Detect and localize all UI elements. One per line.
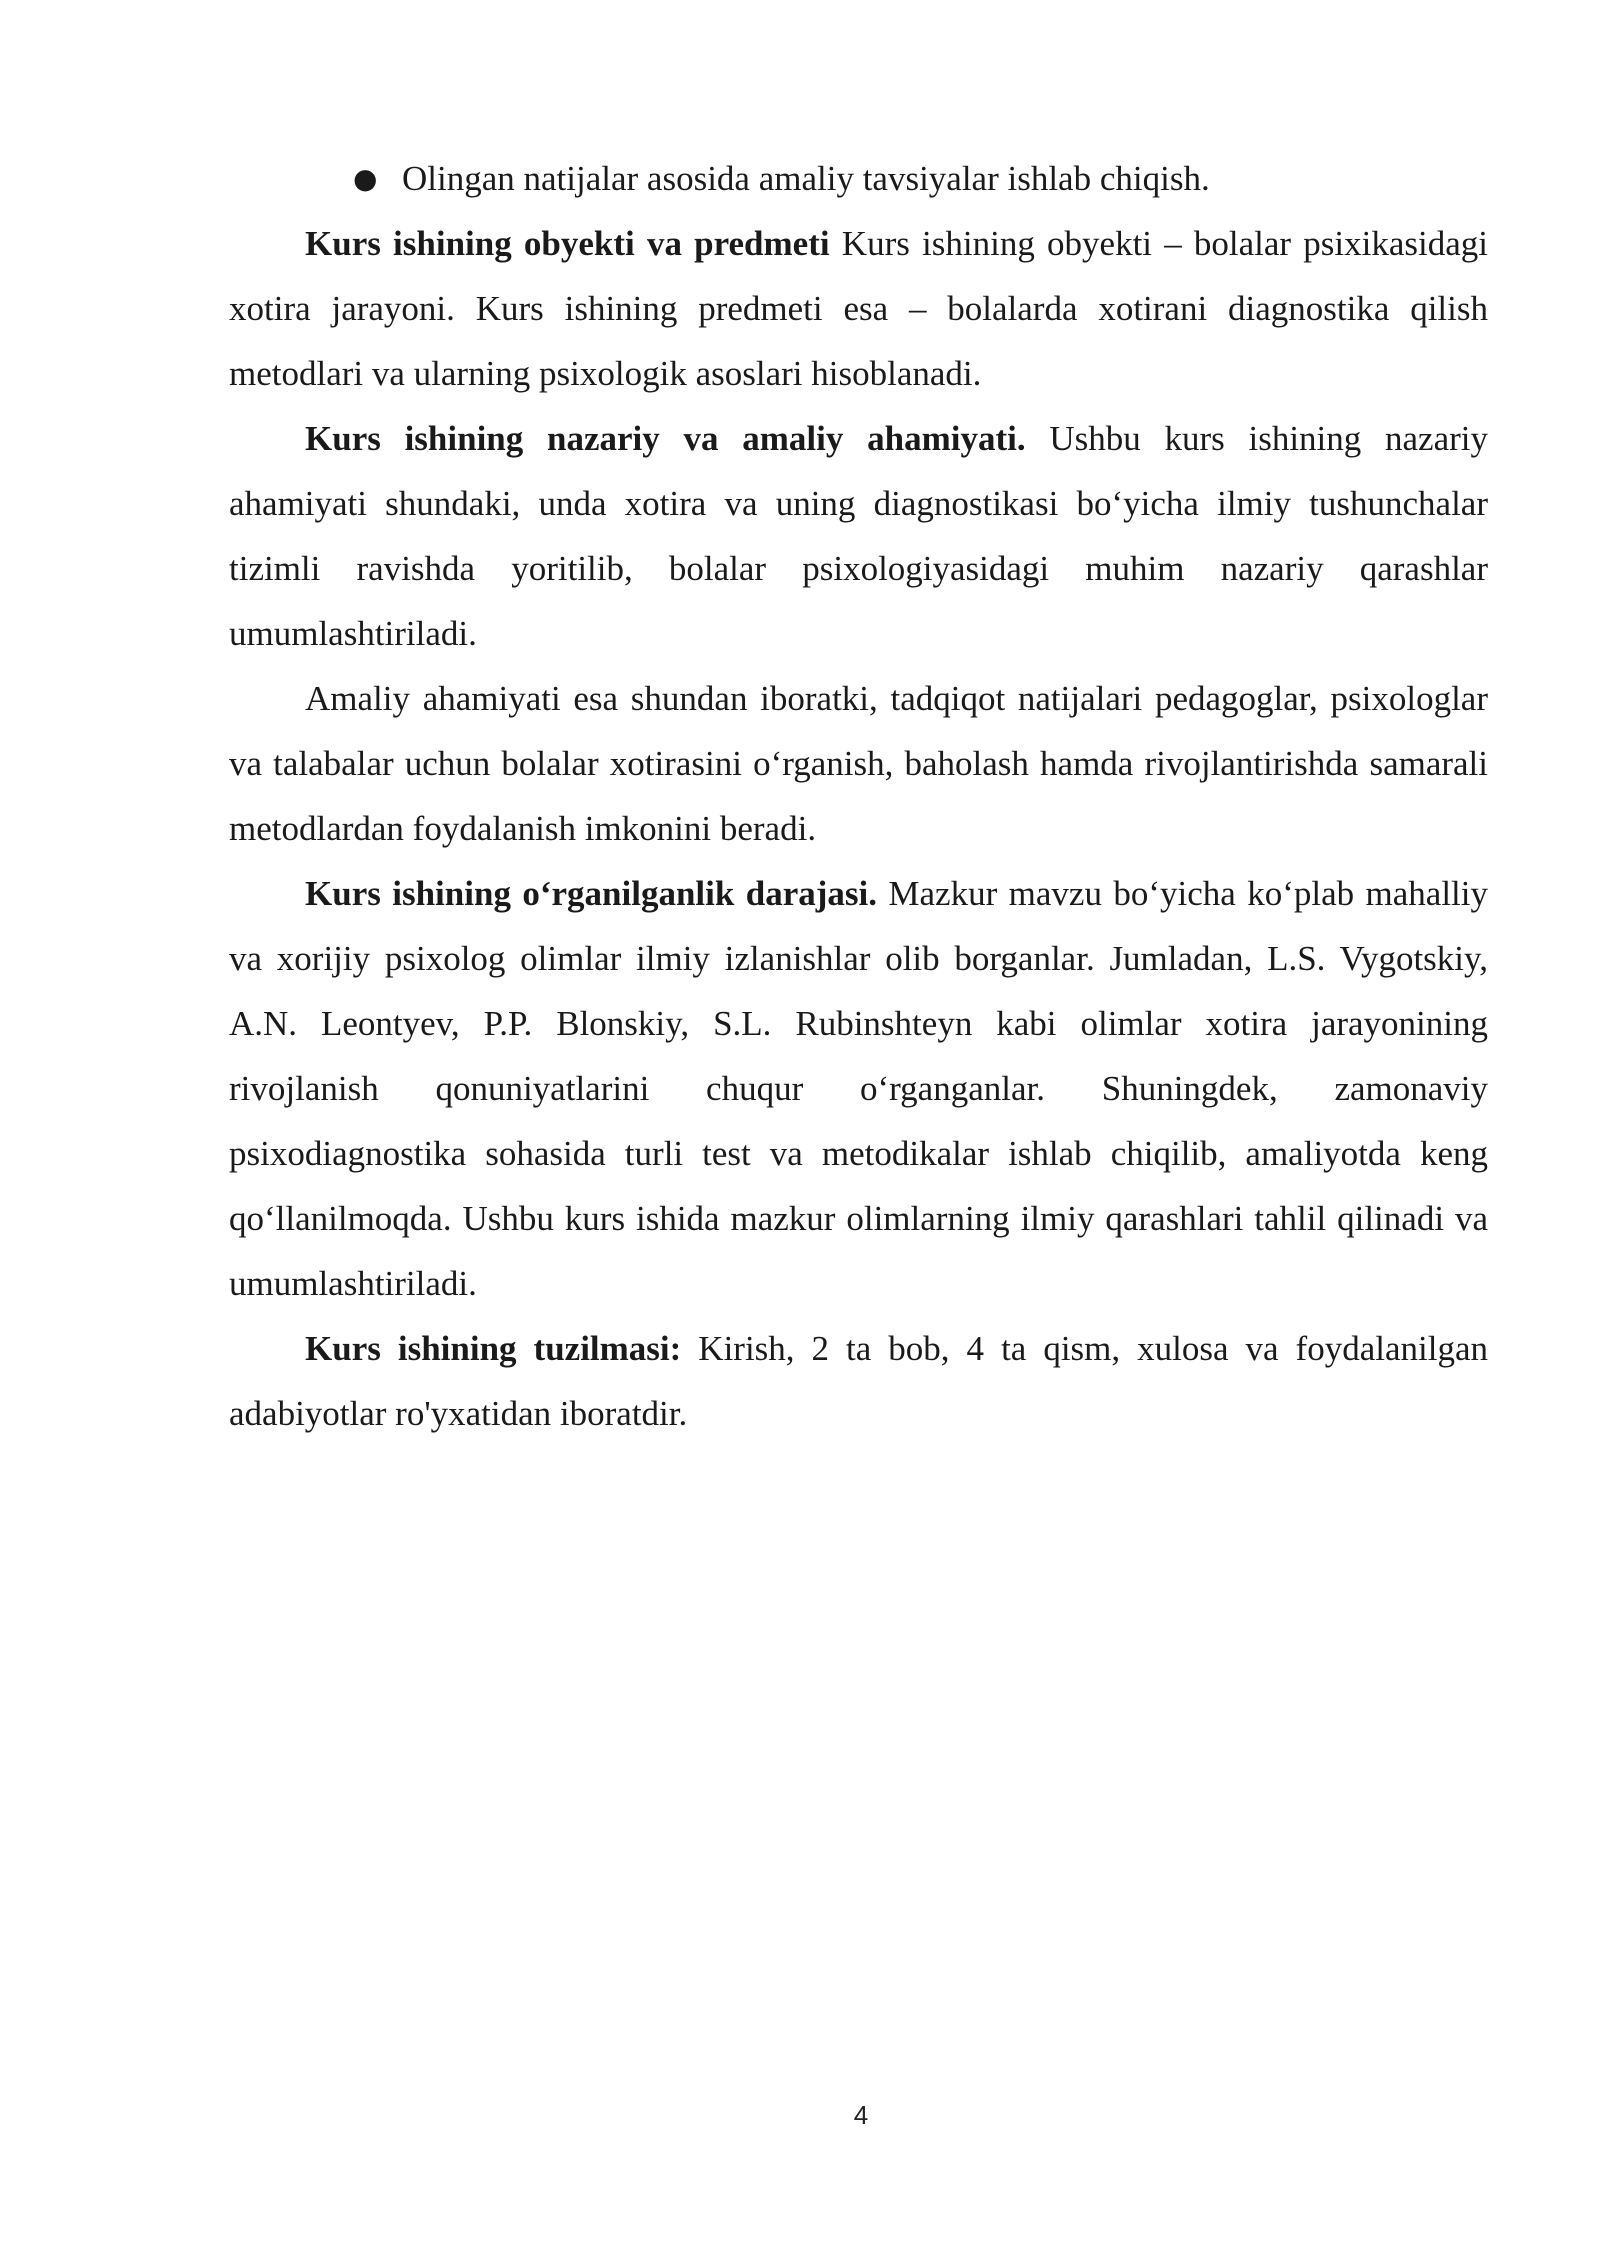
paragraph-practical-significance [229, 666, 1488, 861]
paragraph-text: Mazkur mavzu bo‘yicha ko‘plab mahalliy va xorijiy psixolog olimlar ilmiy izlanishlar olib borganlar. Jumladan, L.S. Vygotskiy, A.N. Leontyev, P.P. Blonskiy, S.L. Rubinshteyn kabi olimlar xotira jarayonining rivojlanish qonuniyatlarini chuqur o‘rganganlar. Shuningdek, zamonaviy psixodiagnostika sohasida turli test va metodikalar ishlab chiqilib, amaliyotda keng qo‘llanilmoqda. Ushbu kurs ishida mazkur olimlarning ilmiy qarashlari tahlil qilinadi va umumlashtiriladi. [229, 874, 1488, 1303]
bullet-item [229, 146, 1488, 211]
paragraph-heading: Kurs ishining tuzilmasi: [305, 1329, 682, 1368]
paragraph-object-subject [229, 211, 1488, 406]
document-body [229, 146, 1488, 1446]
paragraph-text: Kurs ishining obyekti – bolalar psixikasidagi xotira jarayoni. Kurs ishining predmeti esa – bolalarda xotirani diagnostika qilish metodlari va ularning psixologik asoslari hisoblanadi. [229, 224, 1488, 393]
paragraph-structure [229, 1316, 1488, 1446]
bullet-icon: ● [353, 162, 378, 195]
paragraph-text: Amaliy ahamiyati esa shundan iboratki, tadqiqot natijalari pedagoglar, psixologlar va talabalar uchun bolalar xotirasini o‘rganish, baholash hamda rivojlantirishda samarali metodlardan foydalanish imkonini beradi. [229, 679, 1488, 848]
paragraph-significance [229, 406, 1488, 666]
paragraph-text: Kirish, 2 ta bob, 4 ta qism, xulosa va foydalanilgan adabiyotlar ro'yxatidan iboratdir. [229, 1329, 1488, 1433]
paragraph-text: Ushbu kurs ishining nazariy ahamiyati shundaki, unda xotira va uning diagnostikasi bo‘yicha ilmiy tushunchalar tizimli ravishda yoritilib, bolalar psixologiyasidagi muhim nazariy qarashlar umumlashtiriladi. [229, 419, 1488, 653]
paragraph-heading: Kurs ishining obyekti va predmeti [305, 224, 830, 263]
paragraph-heading: Kurs ishining o‘rganilganlik darajasi. [305, 874, 877, 913]
page-number: 4 [853, 2100, 869, 2130]
paragraph-heading: Kurs ishining nazariy va amaliy ahamiyati. [305, 419, 1026, 458]
paragraph-study-level [229, 861, 1488, 1316]
bullet-text: Olingan natijalar asosida amaliy tavsiyalar ishlab chiqish. [402, 159, 1210, 198]
